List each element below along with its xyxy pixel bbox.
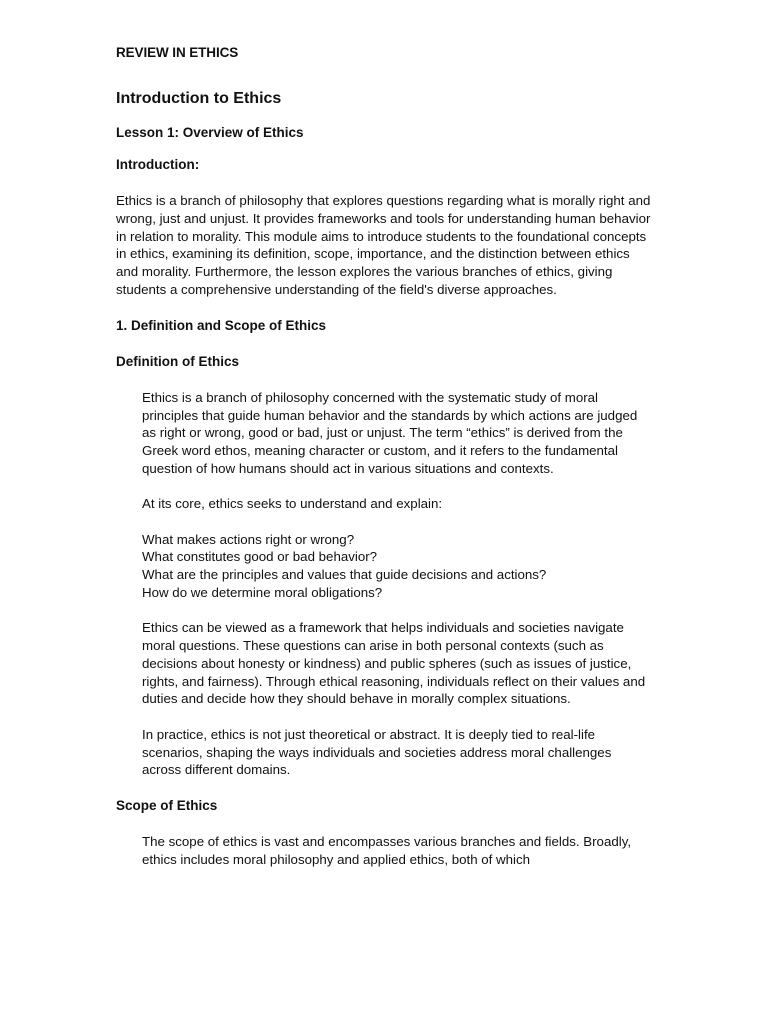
document-page (116, 44, 652, 869)
main-heading: Introduction to Ethics (116, 90, 282, 107)
definition-paragraph-4: In practice, ethics is not just theoretical or abstract. It is deeply tied to real-life scenarios, shaping the ways individuals and societies address moral challenges across different domains. (142, 726, 612, 778)
scope-body (116, 833, 652, 869)
definition-paragraph-2: At its core, ethics seeks to understand and explain: (142, 496, 443, 512)
introduction-heading: Introduction: (116, 157, 200, 172)
definition-heading: Definition of Ethics (116, 353, 239, 369)
scope-paragraph-1: The scope of ethics is vast and encompasses various branches and fields. Broadly, ethics includes moral philosophy and applied ethics, both of which (142, 834, 632, 867)
lesson-heading: Lesson 1: Overview of Ethics (116, 125, 304, 140)
section-1-heading: 1. Definition and Scope of Ethics (116, 317, 327, 333)
definition-paragraph-1: Ethics is a branch of philosophy concerned with the systematic study of moral principles that guide human behavior and the standards by which actions are judged as right or wrong, good or bad, just or unjust. The term “ethics” is derived from the Greek word ethos, meaning character or custom, and it refers to the fundamental question of how humans should act in various situations and contexts. (142, 389, 638, 476)
question-list (142, 531, 652, 602)
introduction-paragraph: Ethics is a branch of philosophy that explores questions regarding what is morally right and wrong, just and unjust. It provides frameworks and tools for understanding human behavior in relation to morality. This module aims to introduce students to the foundational concepts in ethics, examining its definition, scope, importance, and the distinction between ethics and morality. Furthermore, the lesson explores the various branches of ethics, giving students a comprehensive understanding of the field's diverse approaches. (116, 193, 651, 297)
list-item: How do we determine moral obligations? (142, 584, 383, 600)
definition-paragraph-3: Ethics can be viewed as a framework that helps individuals and societies navigate moral questions. These questions can arise in both personal contexts (such as decisions about honesty or kindness) and public spheres (such as issues of justice, rights, and fairness). Through ethical reasoning, individuals reflect on their values and duties and decide how they should behave in morally complex situations. (142, 620, 646, 707)
list-item: What constitutes good or bad behavior? (142, 549, 378, 565)
list-item: What makes actions right or wrong? (142, 531, 355, 547)
definition-body (116, 389, 652, 779)
scope-heading: Scope of Ethics (116, 798, 218, 814)
document-title: REVIEW IN ETHICS (116, 45, 239, 60)
list-item: What are the principles and values that guide decisions and actions? (142, 567, 547, 583)
